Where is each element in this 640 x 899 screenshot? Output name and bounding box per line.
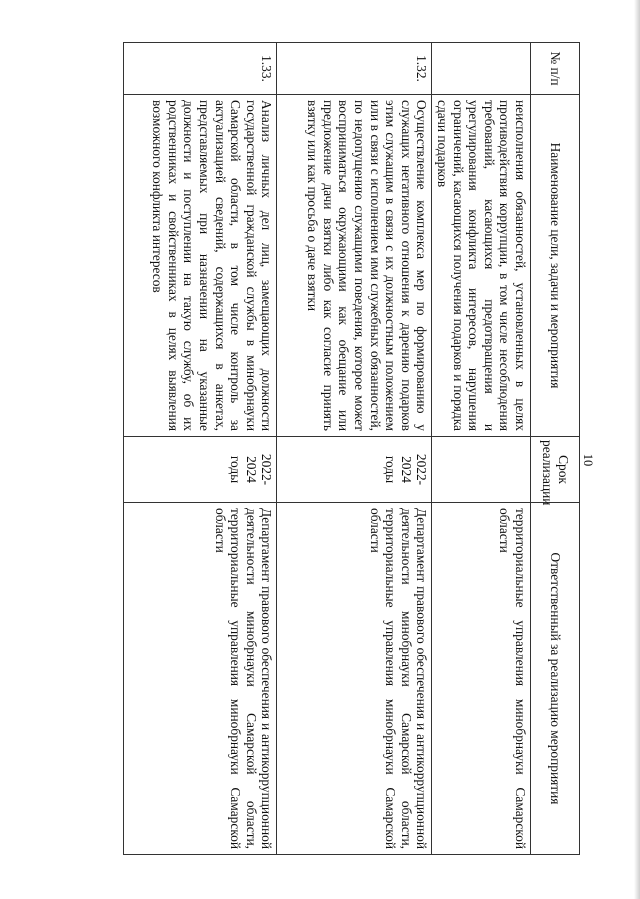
cell-num: 1.33. [124,43,277,95]
header-term: Срок реализации [531,437,580,503]
table-row [277,43,432,855]
table-row [124,43,277,855]
scan-shadow [634,0,640,899]
header-num: № п/п [531,43,580,95]
cell-name: Анализ личных дел лиц, замещающих должности государственной гражданской службы в минобрнауки Самарской области, в том числе контроль за актуализацией сведений, содержащихся в анкетах, представляемых при назначении на указанные должности и поступлении на такую службу, об их родственниках и свойственниках в целях выявления возможного конфликта интересов [124,95,277,437]
cell-name: неисполнения обязанностей, установленных в целях противодействия коррупции, в том числе несоблюдения требований, касающихся предотвращения и урегулирования конфликта интересов, нарушения ограничений, касающихся получения подарков и порядка сдачи подарков [432,95,531,437]
cell-term: 2022-2024 годы [124,437,277,503]
cell-name: Осуществление комплекса мер по формированию у служащих негативного отношения к дарению подарков этим служащим в связи с их должностным положением или в связи с исполнением ими служебных обязанностей, по недопущению служащими поведения, которое может восприниматься окружающими как обещание или предложение дачи взятки либо как согласие принять взятку или как просьба о даче взятки [277,95,432,437]
cell-responsible: территориальные управления минобрнауки Самарской области [432,503,531,855]
activities-table [123,42,580,855]
page-number: 10 [581,453,595,467]
table-header-row [531,43,580,855]
table-row [432,43,531,855]
header-name: Наименование цели, задачи и мероприятия [531,95,580,437]
cell-term: 2022-2024 годы [277,437,432,503]
header-responsible: Ответственный за реализацию мероприятия [531,503,580,855]
cell-num [432,43,531,95]
cell-num: 1.32. [277,43,432,95]
cell-responsible: Департамент правового обеспечения и антикоррупционной деятельности минобрнауки Самарской области, территориальные управления минобрнауки Самарской области [124,503,277,855]
cell-term [432,437,531,503]
cell-responsible: Департамент правового обеспечения и антикоррупционной деятельности минобрнауки Самарской области, территориальные управления минобрнауки Самарской области [277,503,432,855]
